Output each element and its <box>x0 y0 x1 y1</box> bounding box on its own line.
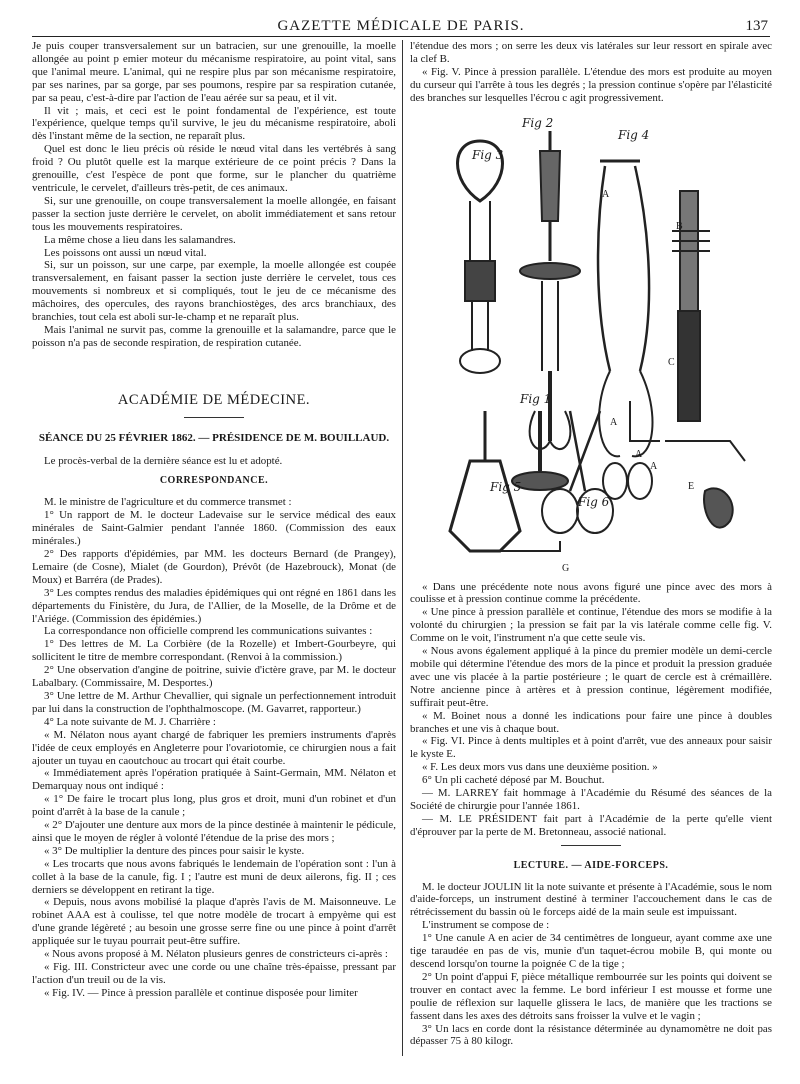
column-divider <box>402 40 403 1056</box>
paragraph: 4° La note suivante de M. J. Charrière : <box>44 715 216 728</box>
paragraph: « Une pince à pression parallèle et continue, l'étendue des mors se modifie à la volonté du chirurgien ; la pression se fait par la vis latérale comme celle fig. V. Comme on le voit, l'instrument n'a que cette seule vis. <box>410 606 772 645</box>
paragraph: Mais l'animal ne survit pas, comme la grenouille et la salamandre, parce que le poisson n'a pas de seconde respiration, de respiration cutanée. <box>32 323 396 349</box>
paragraph: « Fig. V. Pince à pression parallèle. L'étendue des mors est produite au moyen du curseur qui l'arrête à tous les degrés ; la pression continue s'opère par l'élasticité des branches sur lesquelles l'écrou c agit progressivement. <box>410 65 772 104</box>
paragraph: Si, sur un poisson, sur une carpe, par exemple, la moelle allongée est coupée transversalement, en faisant passer la section juste derrière le cervelet, tous ces mouvements si nombreux et si compliqués, tout le jeu de ce mécanisme des mâchoires, des opercules, des rayons branchiostèges, des arcs branchiaux, des branchies, tout cela est aboli sur-le-champ et ne reparaît plus. <box>32 259 396 324</box>
surgical-instruments-figure <box>410 111 772 577</box>
paragraph: Il vit ; mais, et ceci est le point fondamental de l'expérience, est toute l'expérience, quelque temps qu'il survive, le jeu du mécanisme respiratoire, aboli dès l'instant même de la section, ne reparaît plus. <box>32 104 396 143</box>
title-rule <box>184 417 244 418</box>
paragraph: Quel est donc le lieu précis où réside le nœud vital dans les vertébrés à sang froid ? Ou plutôt quelle est la marque extérieure de ce point précis ? Dans la grenouille, c'est l'espèce de pont que forme, sur le plancher du quatrième ventricule, le cervelet, d'ailleurs très-petit, de ces animaux. <box>32 143 396 194</box>
paragraph: 2° Un point d'appui F, pièce métallique rembourrée sur les points qui doivent se trouver en contact avec la femme. Le bord inférieur I est mousse et forme une poulie de réflexion sur laquelle glissera le lacs, de manière que les tractions se fassent dans les axes des détroits sans froisser la vulve et le vagin ; <box>410 970 772 1022</box>
lecture-heading: LECTURE. — AIDE-FORCEPS. <box>513 859 669 871</box>
figure-label: Fig 5 <box>490 479 522 494</box>
page-number: 137 <box>745 18 768 34</box>
paragraph: « 1° De faire le trocart plus long, plus gros et droit, muni d'un robinet et d'un point d'arrêt à la base de la canule ; <box>32 793 396 819</box>
paragraph: « F. Les deux mors vus dans une deuxième position. » <box>422 761 658 774</box>
figure-letter: A <box>602 188 610 200</box>
paragraph: « Dans une précédente note nous avons figuré une pince avec des mors à coulisse et à pression continue comme la précédente. <box>410 580 772 606</box>
paragraph: « 2° D'ajouter une denture aux mors de la pince destinée à maintenir le pédicule, ainsi que le moyen de régler à volonté l'étendue de la prise des mors ; <box>32 819 396 844</box>
paragraph: « Nous avons proposé à M. Nélaton plusieurs genres de constricteurs ci-après : <box>44 948 388 961</box>
figure-letter: A <box>650 460 658 472</box>
paragraph: 3° Un lacs en corde dont la résistance déterminée au dynamomètre ne doit pas dépasser 75 à 80 kilogr. <box>410 1022 772 1048</box>
figure-letter: B <box>676 220 683 232</box>
correspondance-heading: CORRESPONDANCE. <box>159 475 269 487</box>
paragraph: La correspondance non officielle comprend les communications suivantes : <box>44 625 373 638</box>
figure-letter: A <box>610 416 618 428</box>
paragraph: — M. LE PRÉSIDENT fait part à l'Académie de la perte qu'elle vient d'éprouver par la perte de M. Bretonneau, associé national. <box>410 812 772 838</box>
paragraph: 2° Des rapports d'épidémies, par MM. les docteurs Bernard (de Prangey), Lemaire (de Cosne), Mialet (de Gourdon), Prévôt (de Hazebrouck), Monat (de Moux) et Barréra (de Prades). <box>32 548 396 586</box>
paragraph: 3° Les comptes rendus des maladies épidémiques qui ont régné en 1861 dans les départements du Finistère, du Jura, de l'Allier, de la Moselle, de la Drôme et de l'Ariége. (Commission des épidémies.) <box>32 586 396 625</box>
paragraph: Le procès-verbal de la dernière séance est lu et adopté. <box>44 454 283 467</box>
paragraph: 6° Un pli cacheté déposé par M. Bouchut. <box>422 774 605 787</box>
paragraph: Si, sur une grenouille, on coupe transversalement la moelle allongée, en faisant passer la section juste derrière le cervelet, on abolit immédiatement et sans retour tous les mouvements respiratoires. <box>32 194 396 233</box>
section-title: ACADÉMIE DE MÉDECINE. <box>117 391 311 408</box>
paragraph: « M. Nélaton nous ayant chargé de fabriquer les premiers instruments d'après l'idée de ceux employés en Angleterre pour l'ovariotomie, ce chirurgien nous a fait ajouter un tuyau en caoutchouc au trocart qui était courbe. <box>32 728 396 767</box>
paragraph: « Les trocarts que nous avons fabriqués le lendemain de l'opération sont : l'un à collet à la base de la canule, fig. I ; l'autre est muni de deux ailerons, fig. II ; ces derniers se développent en retirant la tige. <box>32 857 396 896</box>
left-column <box>32 40 396 1000</box>
seance-heading: SÉANCE DU 25 FÉVRIER 1862. — PRÉSIDENCE DE M. BOUILLAUD. <box>38 431 390 444</box>
paragraph: « Depuis, nous avons mobilisé la plaque d'après l'avis de M. Maisonneuve. Le robinet AAA est à coulisse, tel que notre modèle de trocart à empyème qui est d'une grande légèreté ; au besoin une grosse serre fine ou une pince à point d'arrêt appliquée sur le tuyau pourrait peut-être suffire. <box>32 896 396 948</box>
paragraph: 2° Une observation d'angine de poitrine, suivie d'ictère grave, par M. le docteur Labalbary. (Commissaire, M. Desportes.) <box>32 664 396 690</box>
figure-label: Fig 2 <box>522 115 554 130</box>
paragraph: « Immédiatement après l'opération pratiquée à Saint-Germain, MM. Nélaton et Demarquay nous ont indiqué : <box>32 767 396 793</box>
paragraph: M. le ministre de l'agriculture et du commerce transmet : <box>44 496 292 509</box>
paragraph: « Fig. VI. Pince à dents multiples et à point d'arrêt, vue des anneaux pour saisir le kyste E. <box>410 735 772 761</box>
figure-label: Fig 3 <box>472 147 504 162</box>
figure-label: Fig 6 <box>578 494 610 509</box>
paragraph: « 3° De multiplier la denture des pinces pour saisir le kyste. <box>44 844 305 857</box>
figure-label: Fig 1 <box>520 391 552 406</box>
paragraph: « M. Boinet nous a donné les indications pour faire une pince à doubles branches et une vis à chaque bout. <box>410 709 772 735</box>
paragraph: « Nous avons également appliqué à la pince du premier modèle un demi-cercle mobile qui détermine l'étendue des mors de la pince et produit la pression graduée avec une vis placée à la partie postérieure ; le quart de cercle est à crémaillère. Notre ancienne pince à artères et à pression continue, légèrement modifiée, suffirait peut-être. <box>410 645 772 709</box>
paragraph: 1° Un rapport de M. le docteur Ladevaise sur le service médical des eaux minérales de Saint-Galmier pendant l'année 1860. (Commission des eaux minérales.) <box>32 509 396 548</box>
right-column <box>410 40 772 1048</box>
paragraph: La même chose a lieu dans les salamandres. <box>44 233 236 246</box>
journal-title: GAZETTE MÉDICALE DE PARIS. <box>277 18 525 34</box>
page-header <box>32 14 770 37</box>
paragraph: l'étendue des mors ; on serre les deux vis latérales sur leur ressort en spirale avec la clef B. <box>410 40 772 65</box>
figure-letter: A <box>635 448 643 460</box>
paragraph: 1° Des lettres de M. La Corbière (de la Rozelle) et Imbert-Gourbeyre, qui sollicitent le titre de membre correspondant. (Renvoi à la commission.) <box>32 638 396 664</box>
paragraph: M. le docteur JOULIN lit la note suivante et présente à l'Académie, sous le nom d'aide-forceps, un instrument destiné à terminer l'accouchement dans le cas de rétrécissement du bassin où le forceps aidé de la main seule est impuissant. <box>410 880 772 919</box>
figure-letter: E <box>688 480 695 492</box>
paragraph: « Fig. IV. — Pince à pression parallèle et continue disposée pour limiter <box>44 986 358 999</box>
paragraph: Les poissons ont aussi un nœud vital. <box>44 246 207 259</box>
figure-letter: C <box>668 356 675 368</box>
paragraph: — M. LARREY fait hommage à l'Académie du Résumé des séances de la Société de chirurgie pour l'année 1861. <box>410 787 772 812</box>
paragraph: « Fig. III. Constricteur avec une corde ou une chaîne très-épaisse, pressant par l'action d'un treuil ou de la vis. <box>32 961 396 986</box>
paragraph: 3° Une lettre de M. Arthur Chevallier, qui signale un perfectionnement introduit par lui dans la construction de l'ophthalmoscope. (M. Gavarret, rapporteur.) <box>32 689 396 715</box>
section-rule <box>561 845 621 846</box>
figure-letter: G <box>562 562 570 574</box>
paragraph: 1° Une canule A en acier de 34 centimètres de longueur, ayant comme axe une tige taraudée en pas de vis, munie d'un taquet-écrou mobile B, qui monte ou descend lorsqu'on tourne la poignée C de la tige ; <box>410 932 772 970</box>
paragraph: Je puis couper transversalement sur un batracien, sur une grenouille, la moelle allongée au point p emier moteur du mécanisme respiratoire, au point vital, sans que l'animal meure. L'animal, qui ne respire plus par son mécanisme respiratoire, par ses narines, par sa gorge, par ses poumons, respire par sa respiration cutanée, par sa peau, c'est-à-dire par l'action de l'eau aérée sur sa peau, et il vit. <box>32 40 396 104</box>
figure-label: Fig 4 <box>618 127 650 142</box>
paragraph: L'instrument se compose de : <box>422 919 550 932</box>
